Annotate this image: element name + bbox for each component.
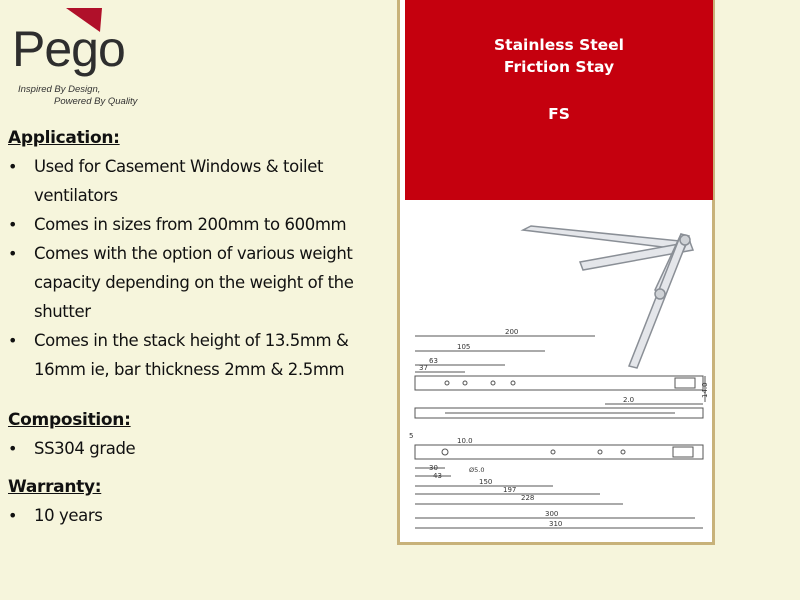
dim-label: 300	[545, 510, 559, 518]
composition-list	[8, 434, 403, 463]
application-list	[8, 152, 403, 384]
brand-logo	[10, 8, 150, 108]
dim-label: 105	[457, 343, 471, 351]
dim-label: 63	[429, 357, 438, 365]
side-view-drawing	[415, 404, 703, 418]
product-title	[405, 34, 713, 78]
application-heading: Application:	[8, 128, 120, 148]
product-title-line-1: Stainless Steel	[494, 36, 624, 54]
composition-heading: Composition:	[8, 410, 131, 430]
application-item: • Used for Casement Windows & toilet ventilators	[8, 152, 403, 210]
dim-label: 150	[479, 478, 493, 486]
dim-label: 37	[419, 364, 428, 372]
bottom-view-drawing	[415, 445, 703, 528]
composition-item: • SS304 grade	[8, 434, 403, 463]
logo-triangle-icon	[66, 8, 102, 32]
friction-stay-photo	[523, 226, 693, 368]
dim-label: 228	[521, 494, 535, 502]
product-image	[405, 200, 713, 542]
dim-label: 14.0	[701, 382, 709, 398]
warranty-item: • 10 years	[8, 501, 403, 530]
dim-label: 2.0	[623, 396, 635, 404]
dim-label: 10.0	[457, 437, 473, 445]
dim-label: Ø5.0	[469, 466, 485, 474]
product-title-line-2: Friction Stay	[503, 58, 615, 76]
tagline-line-2: Powered By Quality	[54, 96, 138, 107]
dim-label: 197	[503, 486, 517, 494]
application-item: • Comes in the stack height of 13.5mm & 16mm ie, bar thickness 2mm & 2.5mm	[8, 326, 403, 384]
dim-label: 43	[433, 472, 442, 480]
dim-label: 200	[505, 328, 519, 336]
spec-list	[8, 128, 403, 530]
product-title-box	[405, 0, 713, 200]
product-code: FS	[548, 105, 570, 123]
application-item: • Comes with the option of various weight capacity depending on the weight of the shutter	[8, 239, 403, 326]
brand-name: Pego	[12, 21, 125, 77]
tagline-line-1: Inspired By Design,	[18, 84, 101, 95]
warranty-heading: Warranty:	[8, 477, 102, 497]
friction-stay-drawing	[405, 200, 713, 542]
dim-label: 310	[549, 520, 563, 528]
warranty-list	[8, 501, 403, 530]
dim-label: 5	[409, 432, 414, 440]
dim-label: 30	[429, 464, 438, 472]
application-item: • Comes in sizes from 200mm to 600mm	[8, 210, 403, 239]
brand-tagline	[18, 84, 137, 108]
